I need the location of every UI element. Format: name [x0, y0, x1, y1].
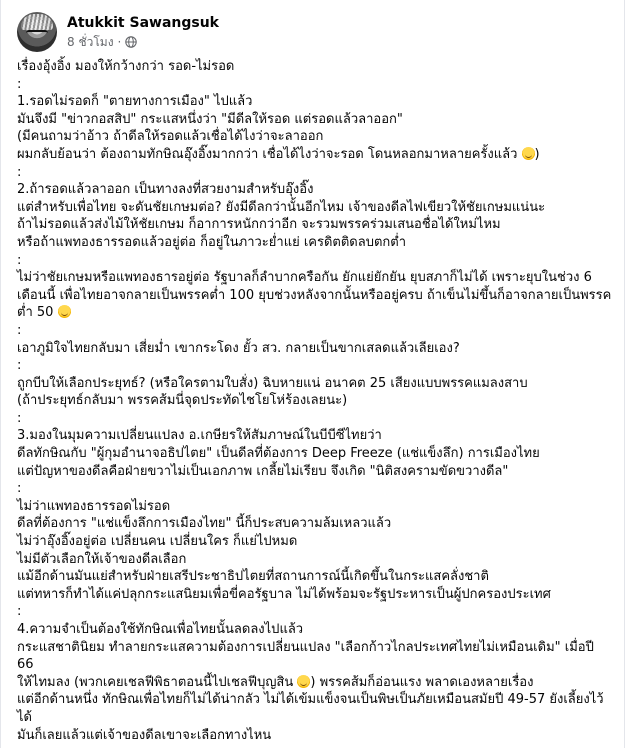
post-body	[17, 58, 613, 744]
post-text-line	[17, 234, 613, 252]
post-text-line	[17, 199, 613, 217]
post-text: :	[17, 252, 22, 268]
post-timestamp[interactable]: 8 ชั่วโมง	[67, 35, 114, 49]
post-header	[17, 10, 219, 54]
post-text-line	[17, 375, 613, 393]
avatar-glasses	[26, 30, 48, 38]
post-text-line	[17, 76, 613, 94]
post-text-line	[17, 515, 613, 533]
post-text-line	[17, 128, 613, 146]
post-text: แม้อีกด้านมันแย่สำหรับฝ่ายเสรีประชาธิปไตยที่สถานการณ์นี้เกิดขึ้นในกระแสคลั่งชาติ	[17, 569, 489, 585]
post-text: 4.ความจำเป็นต้องใช้ทักษิณเพื่อไทยนั้นลดลงไปแล้ว	[17, 622, 304, 637]
author-block	[67, 14, 219, 50]
post-text: ไม่ว่าแพทองธารรอดไม่รอด	[17, 498, 171, 514]
post-text: 1.รอดไม่รอดก็ "ตายทางการเมือง" ไปแล้ว	[17, 94, 253, 110]
author-avatar[interactable]	[17, 12, 57, 52]
post-text: แต่ปัญหาของดีลคือฝ่ายขวาไม่เป็นเอกภาพ เกลี้ยไม่เรียบ จึงเกิด "นิติสงครามขัดขวางดีล"	[17, 463, 509, 479]
post-text-line	[17, 322, 613, 340]
post-text-line	[17, 480, 613, 498]
post-text: ผมกลับย้อนว่า ต้องถามทักษิณอุ๊งอิ๊งมากกว่า เชื่อได้ไงว่าจะรอด โดนหลอกมาหลายครั้งแล้ว	[17, 146, 522, 162]
post-text-line	[17, 58, 613, 76]
globe-icon[interactable]	[125, 36, 137, 48]
post-text: เอาภูมิใจไทยกลับมา เสี่ยม่ำ เขากระโดง ยั้ว สว. กลายเป็นขากเสลดแล้วเลียเอง?	[17, 340, 460, 356]
post-text: เรื่องอุ้งอิ้ง มองให้กว้างกว่า รอด-ไม่รอด	[17, 59, 235, 74]
post-text-after-emoji: )	[534, 146, 540, 162]
post-text: ถ้าไม่รอดแล้วส่งไม้ให้ชัยเกษม ก็อาการหนักกว่าอีก จะรวมพรรคร่วมเสนอชื่อได้ใหม่ไหม	[17, 217, 501, 233]
post-text-line	[17, 410, 613, 428]
post-text: :	[17, 358, 22, 374]
post-meta	[67, 34, 219, 50]
post-text: (มีคนถามว่าอ้าว ถ้าดีลให้รอดแล้วเชื่อได้ไงว่าจะลาออก	[17, 129, 324, 145]
grinning-face-emoji-icon	[297, 675, 310, 688]
avatar-hair	[21, 14, 53, 30]
post-text: ต่ำ 50	[17, 305, 58, 321]
post-text-line	[17, 93, 613, 111]
post-text: กระแสชาตินิยม ทำลายกระแสความต้องการเปลี่ยนแปลง "เลือกก้าวไกลประเทศไทยไม่เหมือนเดิม" เมื่อปี 66	[17, 639, 598, 673]
post-text-line	[17, 691, 613, 709]
post-text-line	[17, 709, 613, 727]
post-text-line	[17, 146, 613, 164]
post-text-line	[17, 586, 613, 604]
post-text-line	[17, 181, 613, 199]
post-text: ได้	[17, 709, 32, 725]
post-text: ดีลที่ต้องการ "แช่แข็งลึกการเมืองไทย" นี้ก็ประสบความล้มเหลวแล้ว	[17, 516, 392, 532]
post-text-line	[17, 427, 613, 445]
post-text-line	[17, 357, 613, 375]
post-text-line	[17, 287, 613, 305]
post-text-line	[17, 111, 613, 129]
post-text-line	[17, 445, 613, 463]
post-text: ไม่ว่าอุ๊งอิ๊งอยู่ต่อ เปลี่ยนคน เปลี่ยนใคร ก็แย่ไปหมด	[17, 534, 298, 550]
post-text: :	[17, 76, 22, 92]
post-text: 3.มองในมุมความเปลี่ยนแปลง อ.เกษียรให้สัมภาษณ์ในบีบีซีไทยว่า	[17, 428, 382, 444]
post-text: :	[17, 410, 22, 426]
post-text: มันก็เลยแล้วแต่เจ้าของดีลเขาจะเลือกทางไหน	[17, 727, 272, 743]
post-text: ให้ไทมลง (พวกเคยเชลฟีพิธาตอนนี้ไปเชลฟีบุญสิน	[17, 674, 298, 690]
post-text-line	[17, 164, 613, 182]
post-text: ไม่มีตัวเลือกให้เจ้าของดีลเลือก	[17, 551, 187, 567]
post-text-line	[17, 568, 613, 586]
post-text-after-emoji: ) พรรคส้มก็อ่อนแรง พลาดเองหลายเรื่อง	[310, 674, 534, 690]
author-name[interactable]: Atukkit Sawangsuk	[67, 15, 219, 31]
post-text: แต่ทหารก็ทำได้แค่ปลุกกระแสนิยมเพื่อขี่คอรัฐบาล ไม่ได้พร้อมจะรัฐประหารเป็นผู้ปกครองประเทศ	[17, 586, 551, 602]
post-text-line	[17, 551, 613, 569]
post-text-line	[17, 533, 613, 551]
post-text: เดือนนี้ เพื่อไทยอาจกลายเป็นพรรคต่ำ 100 ยุบช่วงหลังจากนั้นหรืออยู่ครบ ถ้าเข็นไม่ขึ้นก็อาจกลายเป็นพรรค	[17, 287, 612, 303]
post-text-line	[17, 603, 613, 621]
post-text: ไม่ว่าชัยเกษมหรือแพทองธารอยู่ต่อ รัฐบาลก็ลำบากครือกัน ยักแย่ยักยัน ยุบสภาก็ไม่ได้ เพราะยุบในช่วง 6	[17, 270, 592, 286]
post-text-line	[17, 639, 613, 674]
post-text-line	[17, 674, 613, 692]
post-text-line	[17, 269, 613, 287]
post-text: แต่สำหรับเพื่อไทย จะดันชัยเกษมต่อ? ยังมีดีลกว่านั้นอีกไหม เจ้าของดีลไฟเขียวให้ชัยเกษมแน่นะ	[17, 199, 546, 215]
post-text-line	[17, 252, 613, 270]
post-text: :	[17, 164, 22, 180]
post-text: :	[17, 481, 22, 497]
post-text: ดีลทักษิณกับ "ผู้กุมอำนาจอธิปไตย" เป็นดีลที่ต้องการ Deep Freeze (แช่แข็งลึก) การเมืองไทย	[17, 446, 540, 462]
post-text: (ถ้าประยุทธ์กลับมา พรรคส้มนี่จุดประทัดไชโยโห่ร้องเลยนะ)	[17, 393, 348, 409]
post-text: หรือถ้าแพทองธารรอดแล้วอยู่ต่อ ก็อยู่ในภาวะย่ำแย่ เครดิตติดลบตกต่ำ	[17, 234, 406, 250]
grinning-face-emoji-icon	[522, 147, 535, 160]
post-text: :	[17, 604, 22, 620]
post-text: 2.ถ้ารอดแล้วลาออก เป็นทางลงที่สวยงามสำหรับอุ๊งอิ๊ง	[17, 182, 314, 198]
post-text-line	[17, 463, 613, 481]
post-text-line	[17, 498, 613, 516]
post-text-line	[17, 216, 613, 234]
post-text-line	[17, 392, 613, 410]
grinning-face-emoji-icon	[58, 305, 71, 318]
post-text: มันจึงมี "ข่าวกอสสิป" กระแสหนึ่งว่า "มีดีลให้รอด แต่รอดแล้วลาออก"	[17, 111, 403, 127]
post-text-line	[17, 304, 613, 322]
meta-separator: ·	[117, 35, 122, 49]
post-text-line	[17, 621, 613, 639]
post-text: แต่อีกด้านหนึ่ง ทักษิณเพื่อไทยก็ไม่ได้น่ากลัว ไม่ได้เข้มแข็งจนเป็นพิษเป็นภัยเหมือนสมัยปี 49-57 ยังเลี้ยงไว้	[17, 692, 604, 708]
post-text: :	[17, 322, 22, 338]
post-text-line	[17, 727, 613, 745]
post-text-line	[17, 340, 613, 358]
post-text: ถูกบีบให้เลือกประยุทธ์? (หรือใครตามใบสั่ง) ฉิบหายแน่ อนาคต 25 เสียงแบบพรรคแมลงสาบ	[17, 375, 528, 391]
